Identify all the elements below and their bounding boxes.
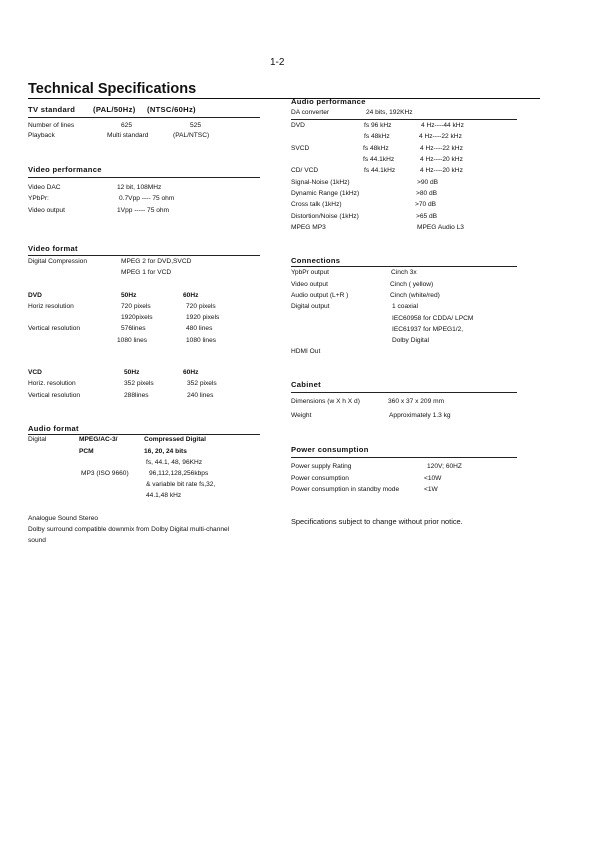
freq-range-dvd-96: 4 Hz----44 kHz <box>421 122 464 129</box>
lines-pal: 625 <box>121 122 133 129</box>
da-converter-label: DA converter <box>291 109 330 116</box>
da-converter-value: 24 bits, 192KHz <box>366 109 413 116</box>
video-format-heading: Video format <box>28 244 78 253</box>
digital-output-dolby: Dolby Digital <box>392 337 430 344</box>
tv-standard-heading: TV standard <box>28 105 76 114</box>
mpeg-mp3-value: MPEG Audio L3 <box>417 224 464 231</box>
dimensions-label: Dimensions (w X h X d) <box>291 398 360 405</box>
power-supply-value: 120V; 60HZ <box>427 463 462 470</box>
dvd-vert-50-1: 576lines <box>121 325 146 332</box>
change-notice: Specifications subject to change without prior notice. <box>291 517 463 526</box>
vcd-vert-60: 240 lines <box>187 392 214 399</box>
dvd-horiz-label: Horiz resolution <box>28 303 74 310</box>
audio-format-heading: Audio format <box>28 424 79 433</box>
distortion-noise-value: >65 dB <box>416 213 438 220</box>
freq-range-dvd-48: 4 Hz----22 kHz <box>419 133 462 140</box>
compression-vcd: MPEG 1 for VCD <box>121 269 172 276</box>
distortion-noise-label: Distortion/Noise (1kHz) <box>291 213 359 220</box>
video-performance-rule <box>28 177 260 178</box>
video-performance-heading: Video performance <box>28 165 102 174</box>
standby-power-value: <1W <box>424 486 438 493</box>
weight-label: Weight <box>291 412 312 419</box>
dolby-surround-line2: sound <box>28 537 46 544</box>
freq-fs-svcd-48: fs 48kHz <box>363 145 389 152</box>
ypbpr-label: YPbPr: <box>28 195 49 202</box>
power-consumption-label: Power consumption <box>291 475 349 482</box>
freq-label-cd-vcd: CD/ VCD <box>291 167 319 174</box>
video-output-label: Video output <box>28 207 65 214</box>
digital-output-coaxial: 1 coaxial <box>392 303 419 310</box>
dvd-horiz-60-1: 720 pixels <box>186 303 216 310</box>
dvd-horiz-50-1: 720 pixels <box>121 303 151 310</box>
video-output-value: 1Vpp ----- 75 ohm <box>117 207 170 214</box>
freq-label-svcd: SVCD <box>291 145 310 152</box>
dvd-50hz: 50Hz <box>121 292 137 299</box>
cabinet-rule <box>291 392 517 393</box>
digital-label: Digital <box>28 436 47 443</box>
page-title: Technical Specifications <box>28 81 197 97</box>
weight-value: Approximately 1.3 kg <box>389 412 451 419</box>
connections-heading: Connections <box>291 256 341 265</box>
dvd-60hz: 60Hz <box>183 292 199 299</box>
dvd-horiz-60-2: 1920 pixels <box>186 314 220 321</box>
compression-dvd: MPEG 2 for DVD,SVCD <box>121 258 192 265</box>
freq-label-dvd: DVD <box>291 122 305 129</box>
standby-power-label: Power consumption in standby mode <box>291 486 400 493</box>
dimensions-value: 360 x 37 x 209 mm <box>388 398 445 405</box>
mpeg-mp3-label: MPEG MP3 <box>291 224 326 231</box>
conn-video-output-value: Cinch ( yellow) <box>390 281 434 288</box>
vcd-horiz-50: 352 pixels <box>124 380 154 387</box>
freq-range-svcd-48: 4 Hz----22 kHz <box>420 145 463 152</box>
audio-format-rule <box>28 434 260 435</box>
dolby-surround-line1: Dolby surround compatible downmix from Dolby Digital multi-channel <box>28 526 230 533</box>
page-number: 1-2 <box>270 57 285 68</box>
lines-ntsc: 525 <box>190 122 202 129</box>
freq-fs-dvd-96: fs 96 kHz <box>364 122 392 129</box>
freq-fs-cd-441: fs 44.1kHz <box>364 167 396 174</box>
dvd-horiz-50-2: 1920pixels <box>121 314 153 321</box>
vcd-vert-50: 288lines <box>124 392 149 399</box>
mp3-khz: 44.1,48 kHz <box>146 492 182 499</box>
tv-standard-pal: (PAL/50Hz) <box>93 105 136 114</box>
dvd-vert-60-2: 1080 lines <box>186 337 217 344</box>
dvd-vert-label: Vertical resolution <box>28 325 81 332</box>
cabinet-heading: Cabinet <box>291 380 321 389</box>
power-supply-label: Power supply Rating <box>291 463 352 470</box>
connections-rule <box>291 266 517 267</box>
audio-performance-rule <box>291 119 517 120</box>
dvd-vert-50-2: 1080 lines <box>117 337 148 344</box>
bit-depths: 16, 20, 24 bits <box>144 448 187 455</box>
vcd-label: VCD <box>28 369 42 376</box>
power-consumption-value: <10W <box>424 475 442 482</box>
vcd-vert-label: Vertical resolution <box>28 392 81 399</box>
cross-talk-value: >70 dB <box>415 201 437 208</box>
video-dac-value: 12 bit, 108MHz <box>117 184 162 191</box>
signal-noise-label: Signal-Noise (1kHz) <box>291 179 350 186</box>
compressed-digital-label: Compressed Digital <box>144 436 206 443</box>
video-format-rule <box>28 255 260 256</box>
ypbpr-output-value: Cinch 3x <box>391 269 417 276</box>
cross-talk-label: Cross talk (1kHz) <box>291 201 342 208</box>
vcd-horiz-60: 352 pixels <box>187 380 217 387</box>
sample-frequencies: fs, 44.1, 48, 96KHz <box>146 459 203 466</box>
tv-standard-ntsc: (NTSC/60Hz) <box>147 105 196 114</box>
freq-fs-dvd-48: fs 48kHz <box>364 133 390 140</box>
digital-compression-label: Digital Compression <box>28 258 87 265</box>
analogue-sound: Analogue Sound Stereo <box>28 515 99 522</box>
audio-performance-heading: Audio performance <box>291 97 366 106</box>
vcd-horiz-label: Horiz. resolution <box>28 380 76 387</box>
dvd-label: DVD <box>28 292 42 299</box>
playback-label: Playback <box>28 132 55 139</box>
ypbpr-output-label: YpbPr output <box>291 269 330 276</box>
pcm-label: PCM <box>79 448 94 455</box>
digital-output-label: Digital output <box>291 303 330 310</box>
freq-range-svcd-441: 4 Hz----20 kHz <box>420 156 463 163</box>
freq-fs-svcd-441: fs 44.1kHz <box>363 156 395 163</box>
mpeg-ac3-label: MPEG/AC-3/ <box>79 436 118 443</box>
digital-output-iec60958: IEC60958 for CDDA/ LPCM <box>392 315 474 322</box>
playback-pal: Multi standard <box>107 132 149 139</box>
digital-output-iec61937: IEC61937 for MPEG1/2, <box>392 326 464 333</box>
mp3-label: MP3 (ISO 9660) <box>81 470 129 477</box>
conn-video-output-label: Video output <box>291 281 328 288</box>
lines-label: Number of lines <box>28 122 75 129</box>
power-heading: Power consumption <box>291 445 369 454</box>
audio-output-value: Cinch (white/red) <box>390 292 440 299</box>
mp3-bitrates: 96,112,128,256kbps <box>149 470 209 477</box>
ypbpr-value: 0.7Vpp ---- 75 ohm <box>119 195 175 202</box>
playback-ntsc: (PAL/NTSC) <box>173 132 210 139</box>
freq-range-cd-441: 4 Hz----20 kHz <box>420 167 463 174</box>
audio-output-label: Audio output (L+R ) <box>291 292 349 299</box>
mp3-variable: & variable bit rate fs,32, <box>146 481 216 488</box>
dynamic-range-value: >80 dB <box>416 190 438 197</box>
dynamic-range-label: Dynamic Range (1kHz) <box>291 190 360 197</box>
vcd-50hz: 50Hz <box>124 369 140 376</box>
tv-standard-rule <box>28 117 260 118</box>
video-dac-label: Video DAC <box>28 184 61 191</box>
signal-noise-value: >90 dB <box>417 179 439 186</box>
power-rule <box>291 457 517 458</box>
title-rule <box>28 98 540 99</box>
vcd-60hz: 60Hz <box>183 369 199 376</box>
hdmi-out-label: HDMI Out <box>291 348 321 355</box>
dvd-vert-60-1: 480 lines <box>186 325 213 332</box>
